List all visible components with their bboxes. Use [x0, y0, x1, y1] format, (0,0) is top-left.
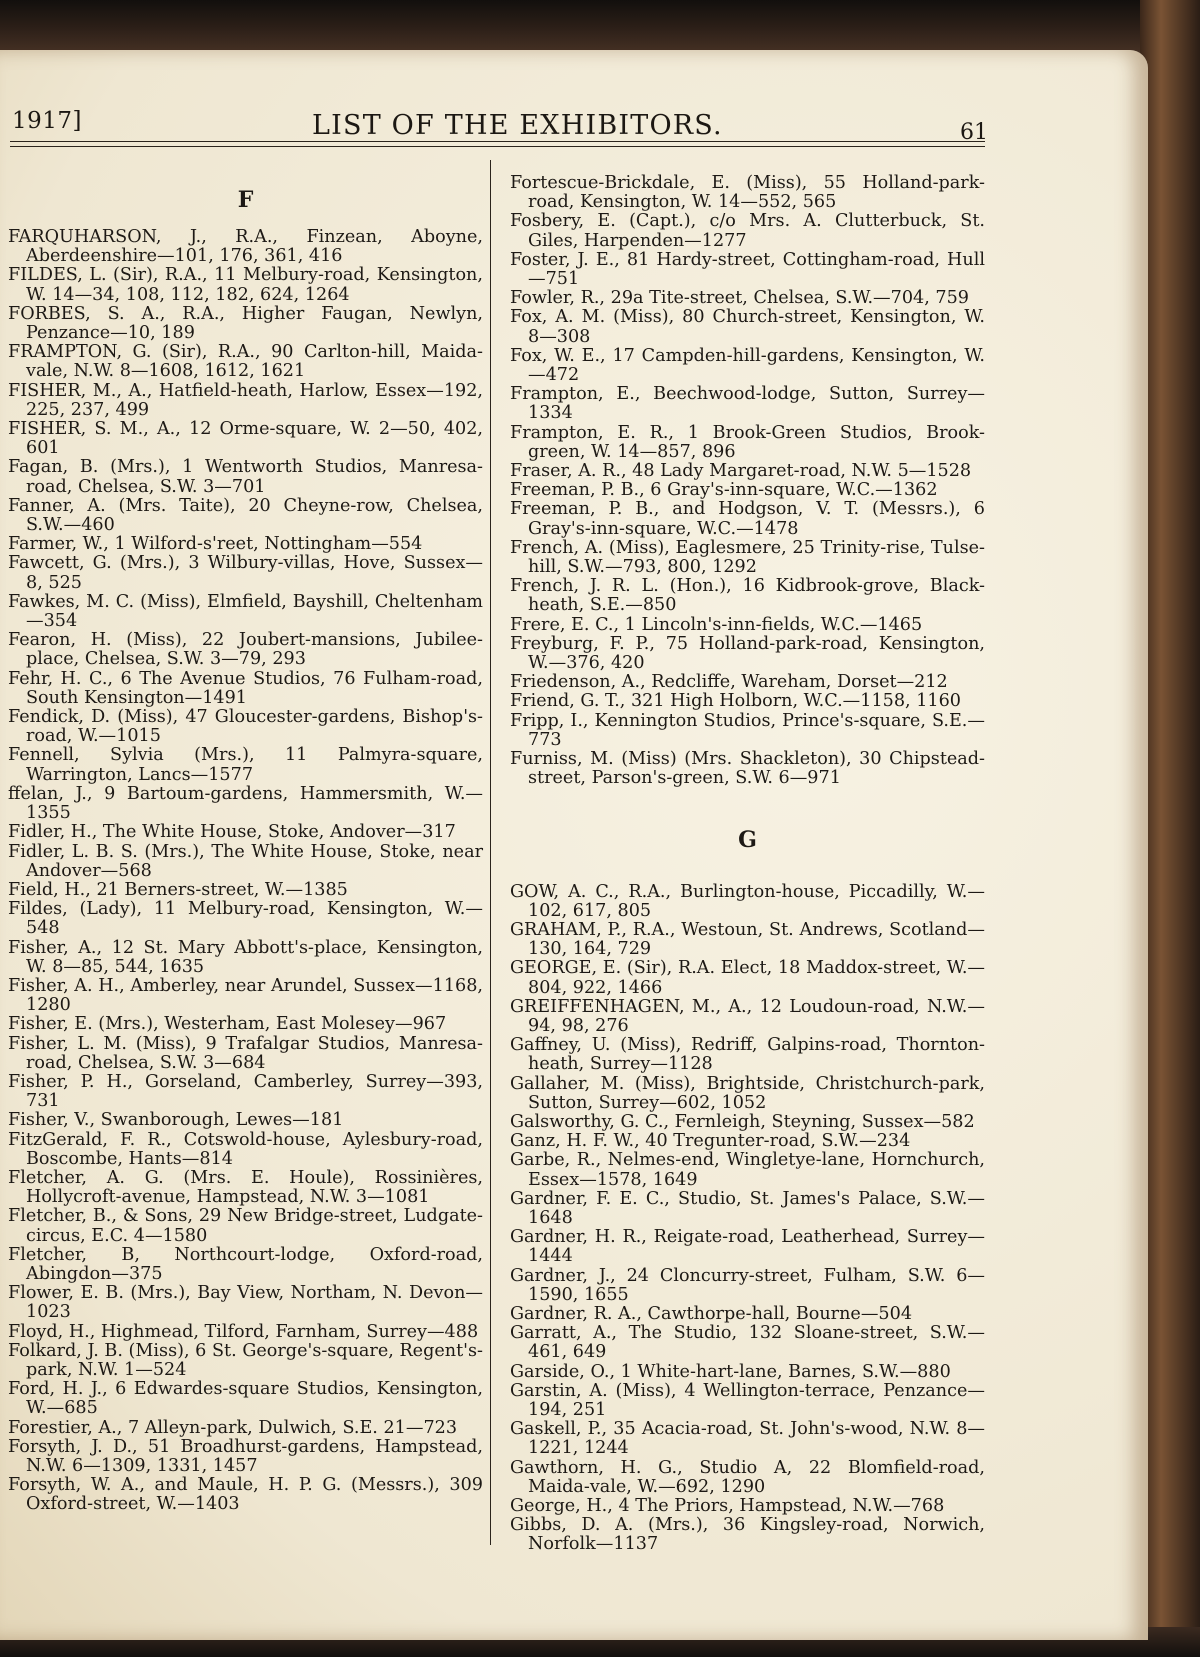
- exhibitor-entry: Fletcher, A. G. (Mrs. E. Houle), Rossinières, Hollycroft-avenue, Hampstead, N.W. 3—1081: [8, 1167, 483, 1208]
- exhibitor-entry: Floyd, H., Highmead, Tilford, Farnham, Surrey—488: [8, 1321, 479, 1342]
- exhibitor-entry: FARQUHARSON, J., R.A., Finzean, Aboyne, Aberdeenshire—101, 176, 361, 416: [8, 227, 483, 267]
- exhibitor-entry: Fraser, A. R., 48 Lady Margaret-road, N.W. 5—1528: [510, 461, 972, 482]
- exhibitor-entry: Fisher, P. H., Gorseland, Camberley, Surrey—393, 731: [8, 1071, 483, 1112]
- exhibitor-entry: Fanner, A. (Mrs. Taite), 20 Cheyne-row, Chelsea, S.W.—460: [8, 495, 483, 536]
- exhibitor-entry: Garside, O., 1 White-hart-lane, Barnes, S.W.—880: [510, 1361, 951, 1382]
- exhibitor-entry: Gardner, R. A., Cawthorpe-hall, Bourne—504: [510, 1303, 913, 1324]
- exhibitor-entry: Forsyth, W. A., and Maule, H. P. G. (Messrs.), 309 Oxford-street, W.—1403: [8, 1475, 483, 1515]
- exhibitor-entry: Freeman, P. B., and Hodgson, V. T. (Messrs.), 6 Gray's-inn-square, W.C.—1478: [510, 499, 985, 539]
- exhibitor-entry: Gawthorn, H. G., Studio A, 22 Blomfield-road, Maida-vale, W.—692, 1290: [510, 1457, 985, 1497]
- exhibitor-entry: Fisher, V., Swanborough, Lewes—181: [8, 1110, 344, 1131]
- exhibitor-entry: Fripp, I., Kennington Studios, Prince's-square, S.E.—773: [510, 710, 985, 750]
- page-title: LIST OF THE EXHIBITORS.: [312, 110, 723, 141]
- exhibitor-entry: FISHER, S. M., A., 12 Orme-square, W. 2—50, 402, 601: [8, 419, 483, 459]
- exhibitor-entry: Field, H., 21 Berners-street, W.—1385: [8, 879, 348, 900]
- header-rule: [10, 141, 985, 142]
- exhibitor-entry: Galsworthy, G. C., Fernleigh, Steyning, Sussex—582: [510, 1111, 975, 1132]
- exhibitor-entry: Fearon, H. (Miss), 22 Joubert-mansions, Jubilee-place, Chelsea, S.W. 3—79, 293: [8, 630, 483, 670]
- exhibitor-entry: Gibbs, D. A. (Mrs.), 36 Kingsley-road, Norwich, Norfolk—1137: [510, 1515, 985, 1555]
- exhibitor-entry: Frere, E. C., 1 Lincoln's-inn-fields, W.C.—1465: [510, 614, 923, 635]
- exhibitor-entry: FILDES, L. (Sir), R.A., 11 Melbury-road, Kensington, W. 14—34, 108, 112, 182, 624, 1264: [8, 265, 483, 305]
- left-column: [8, 180, 483, 1515]
- exhibitor-entry: Gardner, H. R., Reigate-road, Leatherhead, Surrey—1444: [510, 1227, 985, 1267]
- book-binding-right: [1140, 0, 1200, 1657]
- exhibitor-entry: Gaffney, U. (Miss), Redriff, Galpins-road, Thornton-heath, Surrey—1128: [510, 1035, 985, 1075]
- exhibitor-entry: Fisher, L. M. (Miss), 9 Trafalgar Studios, Manresa-road, Chelsea, S.W. 3—684: [8, 1033, 483, 1073]
- exhibitor-entry: Gaskell, P., 35 Acacia-road, St. John's-wood, N.W. 8—1221, 1244: [510, 1419, 985, 1459]
- exhibitor-entry: Fidler, L. B. S. (Mrs.), The White House, Stoke, near Andover—568: [8, 841, 483, 881]
- exhibitor-entry: Fowler, R., 29a Tite-street, Chelsea, S.W.—704, 759: [510, 288, 969, 309]
- exhibitor-entry: Fox, W. E., 17 Campden-hill-gardens, Kensington, W.—472: [510, 345, 985, 386]
- right-column: [510, 174, 985, 1555]
- exhibitor-entry: Garratt, A., The Studio, 132 Sloane-street, S.W.—461, 649: [510, 1323, 985, 1363]
- exhibitor-entry: Garstin, A. (Miss), 4 Wellington-terrace, Penzance—194, 251: [510, 1380, 985, 1420]
- page-header: [12, 58, 988, 145]
- exhibitor-entry: Gallaher, M. (Miss), Brightside, Christchurch-park, Sutton, Surrey—602, 1052: [510, 1073, 985, 1113]
- exhibitor-entry: Friedenson, A., Redcliffe, Wareham, Dorset—212: [510, 672, 948, 693]
- exhibitor-entry: Fagan, B. (Mrs.), 1 Wentworth Studios, Manresa-road, Chelsea, S.W. 3—701: [8, 457, 483, 497]
- exhibitor-entry: Flower, E. B. (Mrs.), Bay View, Northam, N. Devon—1023: [8, 1283, 483, 1323]
- exhibitor-entry: Freyburg, F. P., 75 Holland-park-road, Kensington, W.—376, 420: [510, 633, 985, 674]
- exhibitor-entry: Fildes, (Lady), 11 Melbury-road, Kensington, W.—548: [8, 899, 483, 939]
- exhibitor-entry: FORBES, S. A., R.A., Higher Faugan, Newlyn, Penzance—10, 189: [8, 303, 483, 344]
- exhibitor-entry: George, H., 4 The Priors, Hampstead, N.W.—768: [510, 1496, 945, 1516]
- exhibitor-entry: Fawkes, M. C. (Miss), Elmfield, Bayshill, Cheltenham—354: [8, 591, 483, 632]
- exhibitor-entry: Frampton, E., Beechwood-lodge, Sutton, Surrey—1334: [510, 384, 985, 424]
- exhibitor-entry: Fisher, A., 12 St. Mary Abbott's-place, Kensington, W. 8—85, 544, 1635: [8, 937, 483, 977]
- exhibitor-entry: Folkard, J. B. (Miss), 6 St. George's-square, Regent's-park, N.W. 1—524: [8, 1340, 483, 1380]
- exhibitor-entry: Fawcett, G. (Mrs.), 3 Wilbury-villas, Hove, Sussex—8, 525: [8, 553, 483, 593]
- exhibitor-entry: Forestier, A., 7 Alleyn-park, Dulwich, S.E. 21—723: [8, 1417, 458, 1438]
- exhibitor-entry: GRAHAM, P., R.A., Westoun, St. Andrews, Scotland—130, 164, 729: [510, 919, 985, 960]
- exhibitor-entry: GOW, A. C., R.A., Burlington-house, Piccadilly, W.—102, 617, 805: [510, 881, 985, 921]
- exhibitor-entry: ffelan, J., 9 Bartoum-gardens, Hammersmith, W.—1355: [8, 783, 483, 824]
- exhibitor-entry: French, J. R. L. (Hon.), 16 Kidbrook-grove, Black-heath, S.E.—850: [510, 576, 985, 616]
- exhibitor-entry: Fletcher, B, Northcourt-lodge, Oxford-road, Abingdon—375: [8, 1244, 483, 1284]
- page-number: 61: [960, 120, 988, 145]
- exhibitor-entry: FitzGerald, F. R., Cotswold-house, Aylesbury-road, Boscombe, Hants—814: [8, 1129, 483, 1169]
- exhibitor-entry: Fosbery, E. (Capt.), c/o Mrs. A. Clutterbuck, St. Giles, Harpenden—1277: [510, 211, 985, 251]
- exhibitor-entry: GREIFFENHAGEN, M., A., 12 Loudoun-road, N.W.—94, 98, 276: [510, 996, 985, 1036]
- header-rule-thin: [10, 146, 985, 147]
- exhibitor-entry: Fehr, H. C., 6 The Avenue Studios, 76 Fulham-road, South Kensington—1491: [8, 668, 483, 708]
- exhibitor-entry: GEORGE, E. (Sir), R.A. Elect, 18 Maddox-street, W.—804, 922, 1466: [510, 958, 985, 998]
- exhibitor-entry: French, A. (Miss), Eaglesmere, 25 Trinity-rise, Tulse-hill, S.W.—793, 800, 1292: [510, 537, 985, 578]
- exhibitor-entry: Fendick, D. (Miss), 47 Gloucester-gardens, Bishop's-road, W.—1015: [8, 707, 483, 747]
- exhibitor-entry: FISHER, M., A., Hatfield-heath, Harlow, Essex—192, 225, 237, 499: [8, 380, 483, 420]
- exhibitor-entry: Furniss, M. (Miss) (Mrs. Shackleton), 30 Chipstead-street, Parson's-green, S.W. 6—971: [510, 749, 985, 789]
- exhibitor-list-f-continued: [510, 174, 985, 789]
- exhibitor-entry: Foster, J. E., 81 Hardy-street, Cottingham-road, Hull—751: [510, 249, 985, 290]
- exhibitor-entry: Fox, A. M. (Miss), 80 Church-street, Kensington, W. 8—308: [510, 307, 985, 347]
- exhibitor-entry: Ford, H. J., 6 Edwardes-square Studios, Kensington, W.—685: [8, 1379, 483, 1419]
- header-year: 1917]: [12, 108, 83, 134]
- exhibitor-entry: Farmer, W., 1 Wilford-s'reet, Nottingham—554: [8, 534, 423, 555]
- exhibitor-entry: Fletcher, B., & Sons, 29 New Bridge-street, Ludgate-circus, E.C. 4—1580: [8, 1206, 483, 1246]
- exhibitor-list-g: [510, 883, 985, 1555]
- exhibitor-entry: Fortescue-Brickdale, E. (Miss), 55 Holland-park-road, Kensington, W. 14—552, 565: [510, 173, 985, 213]
- exhibitor-entry: Freeman, P. B., 6 Gray's-inn-square, W.C.—1362: [510, 480, 938, 501]
- exhibitor-list-f: [8, 228, 483, 1515]
- exhibitor-entry: Fennell, Sylvia (Mrs.), 11 Palmyra-square, Warrington, Lancs—1577: [8, 745, 483, 785]
- exhibitor-entry: Gardner, J., 24 Cloncurry-street, Fulham, S.W. 6—1590, 1655: [510, 1265, 985, 1305]
- exhibitor-entry: Fisher, E. (Mrs.), Westerham, East Molesey—967: [8, 1014, 447, 1035]
- column-divider: [490, 160, 491, 1545]
- exhibitor-entry: Garbe, R., Nelmes-end, Wingletye-lane, Hornchurch, Essex—1578, 1649: [510, 1150, 985, 1190]
- exhibitor-entry: Friend, G. T., 321 High Holborn, W.C.—1158, 1160: [510, 691, 962, 712]
- exhibitor-entry: Fidler, H., The White House, Stoke, Andover—317: [8, 822, 456, 843]
- exhibitor-entry: Gardner, F. E. C., Studio, St. James's Palace, S.W.—1648: [510, 1188, 985, 1228]
- section-letter-f: F: [237, 187, 254, 213]
- section-letter-g: G: [738, 826, 757, 853]
- exhibitor-entry: FRAMPTON, G. (Sir), R.A., 90 Carlton-hill, Maida-vale, N.W. 8—1608, 1612, 1621: [8, 342, 483, 382]
- exhibitor-entry: Frampton, E. R., 1 Brook-Green Studios, Brook-green, W. 14—857, 896: [510, 422, 985, 462]
- exhibitor-entry: Forsyth, J. D., 51 Broadhurst-gardens, Hampstead, N.W. 6—1309, 1331, 1457: [8, 1436, 483, 1476]
- exhibitor-entry: Fisher, A. H., Amberley, near Arundel, Sussex—1168, 1280: [8, 975, 483, 1016]
- exhibitor-entry: Ganz, H. F. W., 40 Tregunter-road, S.W.—234: [510, 1131, 911, 1152]
